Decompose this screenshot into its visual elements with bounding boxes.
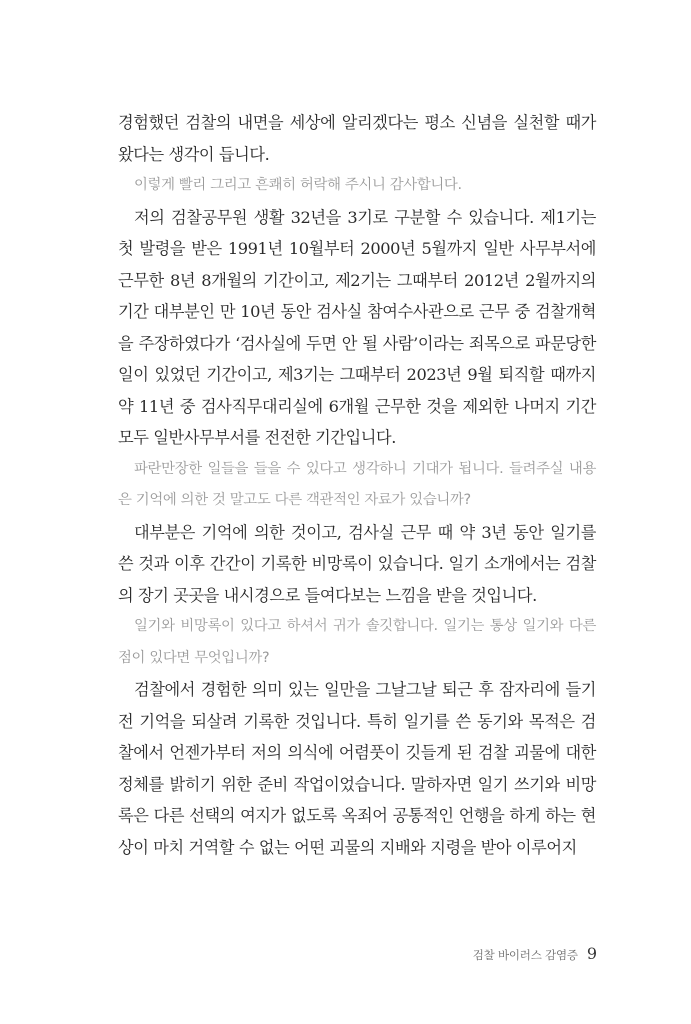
running-title: 검찰 바이러스 감염증	[472, 948, 578, 962]
answer-paragraph: 검찰에서 경험한 의미 있는 일만을 그날그날 퇴근 후 잠자리에 들기 전 기억을 되살려 기록한 것입니다. 특히 일기를 쓴 동기와 목적은 검찰에서 언젠가부터 저의 의식에 어렴풋이 깃들게 된 검찰 괴물에 대한 정체를 밝히기 위한 준비 작업이었습니다. 말하자면 일기 쓰기와 비망록은 다른 선택의 여지가 없도록 옥죄어 공통적인 언행을 하게 하는 현상이 마치 거역할 수 없는 어떤 괴물의 지배와 지령을 받아 이루어지	[118, 680, 596, 857]
page-number: 9	[586, 944, 597, 963]
answer-paragraph: 경험했던 검찰의 내면을 세상에 알리겠다는 평소 신념을 실천할 때가 왔다는 생각이 듭니다.	[118, 113, 596, 164]
page-body	[118, 107, 596, 863]
answer-paragraph: 저의 검찰공무원 생활 32년을 3기로 구분할 수 있습니다. 제1기는 첫 발령을 받은 1991년 10월부터 2000년 5월까지 일반 사무부서에 근무한 8년 8개월의 기간이고, 제2기는 그때부터 2012년 2월까지의 기간 대부분인 만 10년 동안 검사실 참여수사관으로 근무 중 검찰개혁을 주장하였다가 ‘검사실에 두면 안 될 사람’이라는 죄목으로 파문당한 일이 있었던 기간이고, 제3기는 그때부터 2023년 9월 퇴직할 때까지 약 11년 중 검사직무대리실에 6개월 근무한 것을 제외한 나머지 기간 모두 일반사무부서를 전전한 기간입니다.	[118, 207, 596, 447]
page-footer	[473, 944, 597, 968]
answer-paragraph: 대부분은 기억에 의한 것이고, 검사실 근무 때 약 3년 동안 일기를 쓴 것과 이후 간간이 기록한 비망록이 있습니다. 일기 소개에서는 검찰의 장기 곳곳을 내시경으로 들여다보는 느낌을 받을 것입니다.	[118, 522, 596, 605]
question-paragraph: 일기와 비망록이 있다고 하셔서 귀가 솔깃합니다. 일기는 통상 일기와 다른 점이 있다면 무엇입니까?	[118, 618, 596, 666]
question-paragraph: 파란만장한 일들을 들을 수 있다고 생각하니 기대가 됩니다. 들려주실 내용은 기억에 의한 것 말고도 다른 객관적인 자료가 있습니까?	[118, 460, 596, 508]
question-paragraph: 이렇게 빨리 그리고 흔쾌히 허락해 주시니 감사합니다.	[134, 177, 462, 193]
